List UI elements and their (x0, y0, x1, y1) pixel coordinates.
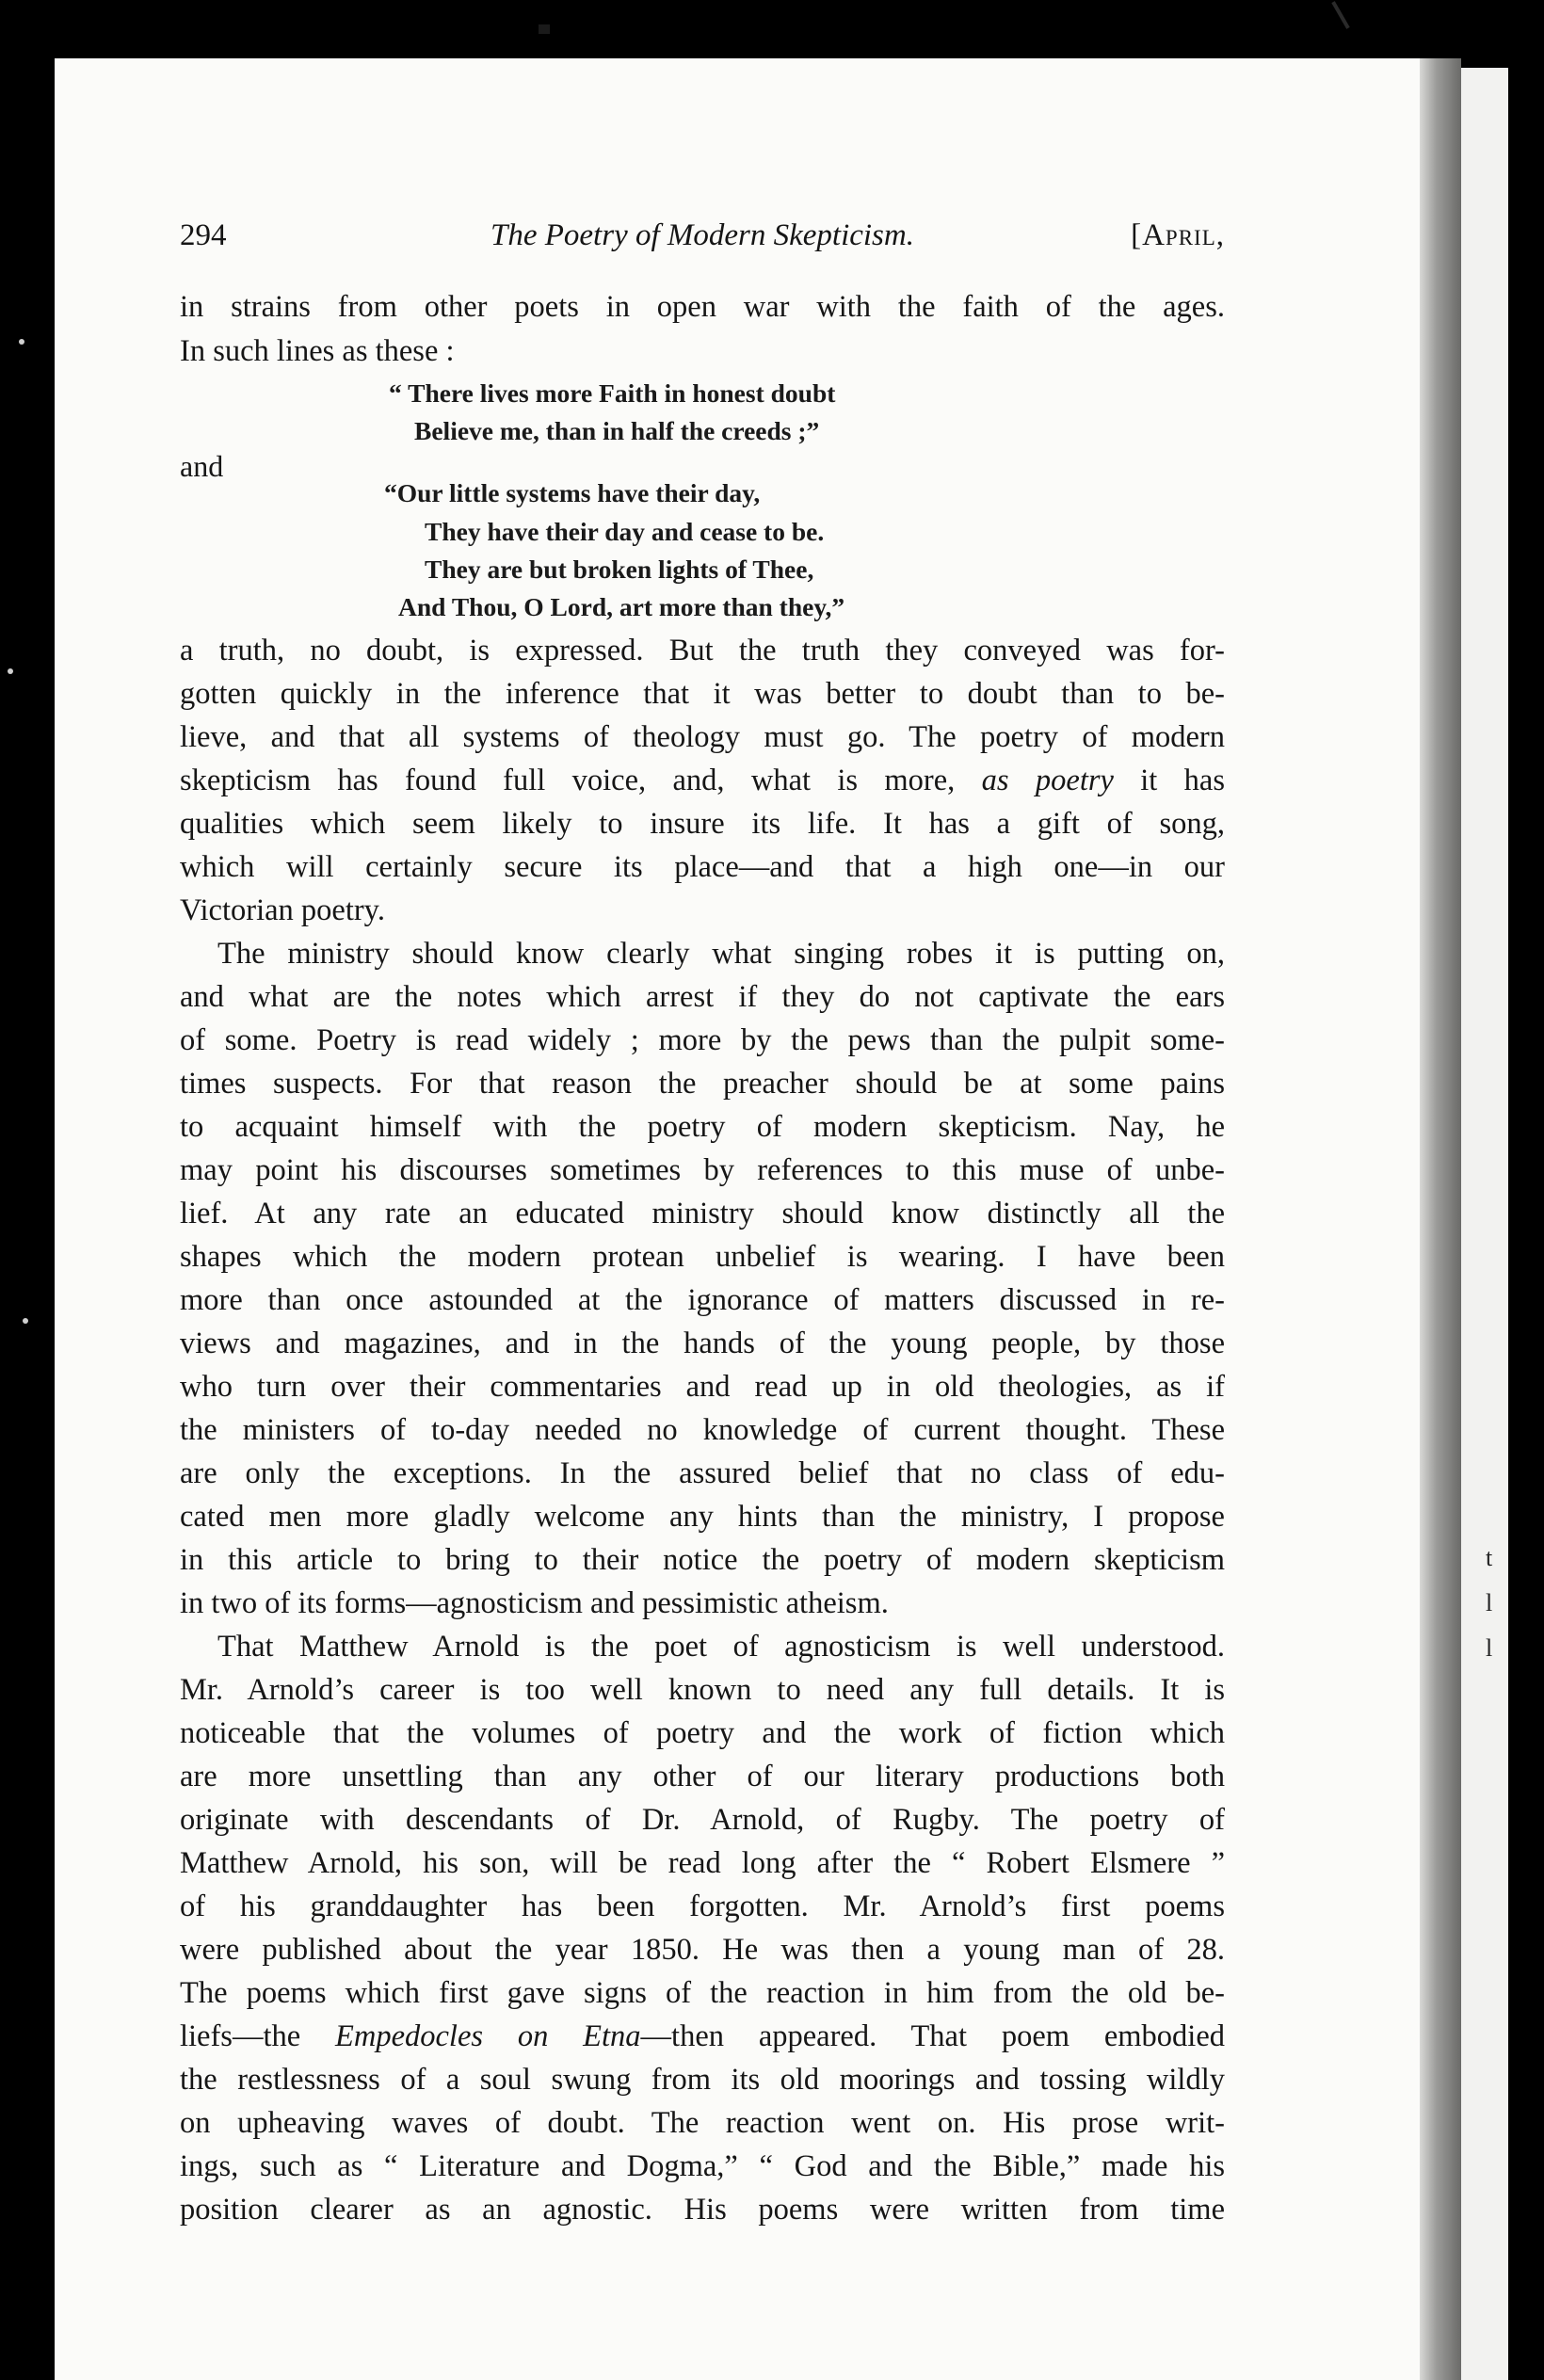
verse-line: Believe me, than in half the creeds ;” (414, 416, 820, 445)
italic-phrase: as poetry (981, 764, 1114, 797)
verse-line: They are but broken lights of Thee, (425, 555, 814, 584)
text-line: the restlessness of a soul swung from its old moorings and tossing wildly (180, 2063, 1225, 2097)
text-line: position clearer as an agnostic. His poems were written from time (180, 2193, 1225, 2227)
text-line: qualities which seem likely to insure its life. It has a gift of song, (180, 807, 1225, 841)
text-line: Victorian poetry. (180, 893, 385, 927)
text-line: may point his discourses sometimes by references to this muse of unbe- (180, 1153, 1225, 1187)
scan-artifact (19, 339, 24, 345)
text-span: it has (1140, 764, 1225, 797)
text-line: times suspects. For that reason the preacher should be at some pains (180, 1067, 1225, 1101)
text-line: in strains from other poets in open war with the faith of the ages. (180, 290, 1225, 324)
running-title: The Poetry of Modern Skepticism. (491, 218, 914, 252)
header-month: [April, (1131, 218, 1225, 252)
text-line: The poems which first gave signs of the reaction in him from the old be- (180, 1976, 1225, 2010)
text-line: to acquaint himself with the poetry of modern skepticism. Nay, he (180, 1110, 1225, 1144)
text-span: liefs—the (180, 2019, 301, 2053)
text-line: in two of its forms—agnosticism and pessimistic atheism. (180, 1586, 889, 1620)
scan-artifact (8, 668, 13, 674)
text-line: of some. Poetry is read widely ; more by the pews than the pulpit some- (180, 1023, 1225, 1057)
scan-artifact (539, 24, 550, 34)
text-line: ings, such as “ Literature and Dogma,” “ God and the Bible,” made his (180, 2149, 1225, 2183)
text-line: in this article to bring to their notice the poetry of modern skepticism (180, 1543, 1225, 1577)
text-line: lief. At any rate an educated ministry should know distinctly all the (180, 1197, 1225, 1230)
text-line-with-italic (180, 759, 1225, 802)
text-line: views and magazines, and in the hands of the young people, by those (180, 1327, 1225, 1360)
verse-line: “Our little systems have their day, (384, 478, 761, 507)
text-line: on upheaving waves of doubt. The reaction went on. His prose writ- (180, 2106, 1225, 2140)
page-number: 294 (180, 218, 227, 252)
text-line: the ministers of to-day needed no knowledge of current thought. These (180, 1413, 1225, 1447)
text-line: originate with descendants of Dr. Arnold, of Rugby. The poetry of (180, 1803, 1225, 1837)
facing-page-edge (1461, 68, 1508, 2380)
verse-line: “ There lives more Faith in honest doubt (389, 378, 836, 408)
text-line: are more unsettling than any other of our literary productions both (180, 1760, 1225, 1793)
text-line: cated men more gladly welcome any hints than the ministry, I propose (180, 1500, 1225, 1534)
text-span: skepticism has found full voice, and, what is more, (180, 764, 956, 797)
text-line: gotten quickly in the inference that it was better to doubt than to be- (180, 677, 1225, 711)
text-line: and what are the notes which arrest if they do not captivate the ears (180, 980, 1225, 1014)
text-line: Matthew Arnold, his son, will be read long after the “ Robert Elsmere ” (180, 1846, 1225, 1880)
text-line: which will certainly secure its place—and that a high one—in our (180, 850, 1225, 884)
text-line-with-italic (180, 2015, 1225, 2058)
text-line: of his granddaughter has been forgotten. Mr. Arnold’s first poems (180, 1890, 1225, 1923)
verse-line: They have their day and cease to be. (425, 517, 825, 546)
edge-letter: l (1486, 1634, 1493, 1662)
text-line: In such lines as these : (180, 334, 455, 368)
text-line: more than once astounded at the ignorance of matters discussed in re- (180, 1283, 1225, 1317)
text-line: a truth, no doubt, is expressed. But the truth they conveyed was for- (180, 634, 1225, 667)
edge-letter: l (1486, 1589, 1493, 1616)
text-line: who turn over their commentaries and read up in old theologies, as if (180, 1370, 1225, 1404)
italic-title: Empedocles on Etna (335, 2019, 641, 2053)
running-header (180, 218, 1225, 256)
text-line: were published about the year 1850. He was then a young man of 28. (180, 1933, 1225, 1967)
edge-letter: t (1486, 1544, 1493, 1571)
paragraph-first-line: That Matthew Arnold is the poet of agnosticism is well understood. (217, 1630, 1225, 1664)
scan-artifact (1331, 1, 1349, 29)
text-line: lieve, and that all systems of theology must go. The poetry of modern (180, 720, 1225, 754)
text-line: shapes which the modern protean unbelief is wearing. I have been (180, 1240, 1225, 1274)
verse-line: And Thou, O Lord, art more than they,” (398, 592, 845, 621)
connector-word: and (180, 449, 224, 483)
scan-artifact (23, 1318, 28, 1324)
text-span: —then appeared. That poem embodied (640, 2019, 1226, 2053)
text-line: noticeable that the volumes of poetry and the work of fiction which (180, 1716, 1225, 1750)
paragraph-first-line: The ministry should know clearly what singing robes it is putting on, (217, 937, 1225, 971)
text-line: Mr. Arnold’s career is too well known to need any full details. It is (180, 1673, 1225, 1707)
page-gutter-shadow (1420, 58, 1461, 2380)
text-line: are only the exceptions. In the assured belief that no class of edu- (180, 1456, 1225, 1490)
